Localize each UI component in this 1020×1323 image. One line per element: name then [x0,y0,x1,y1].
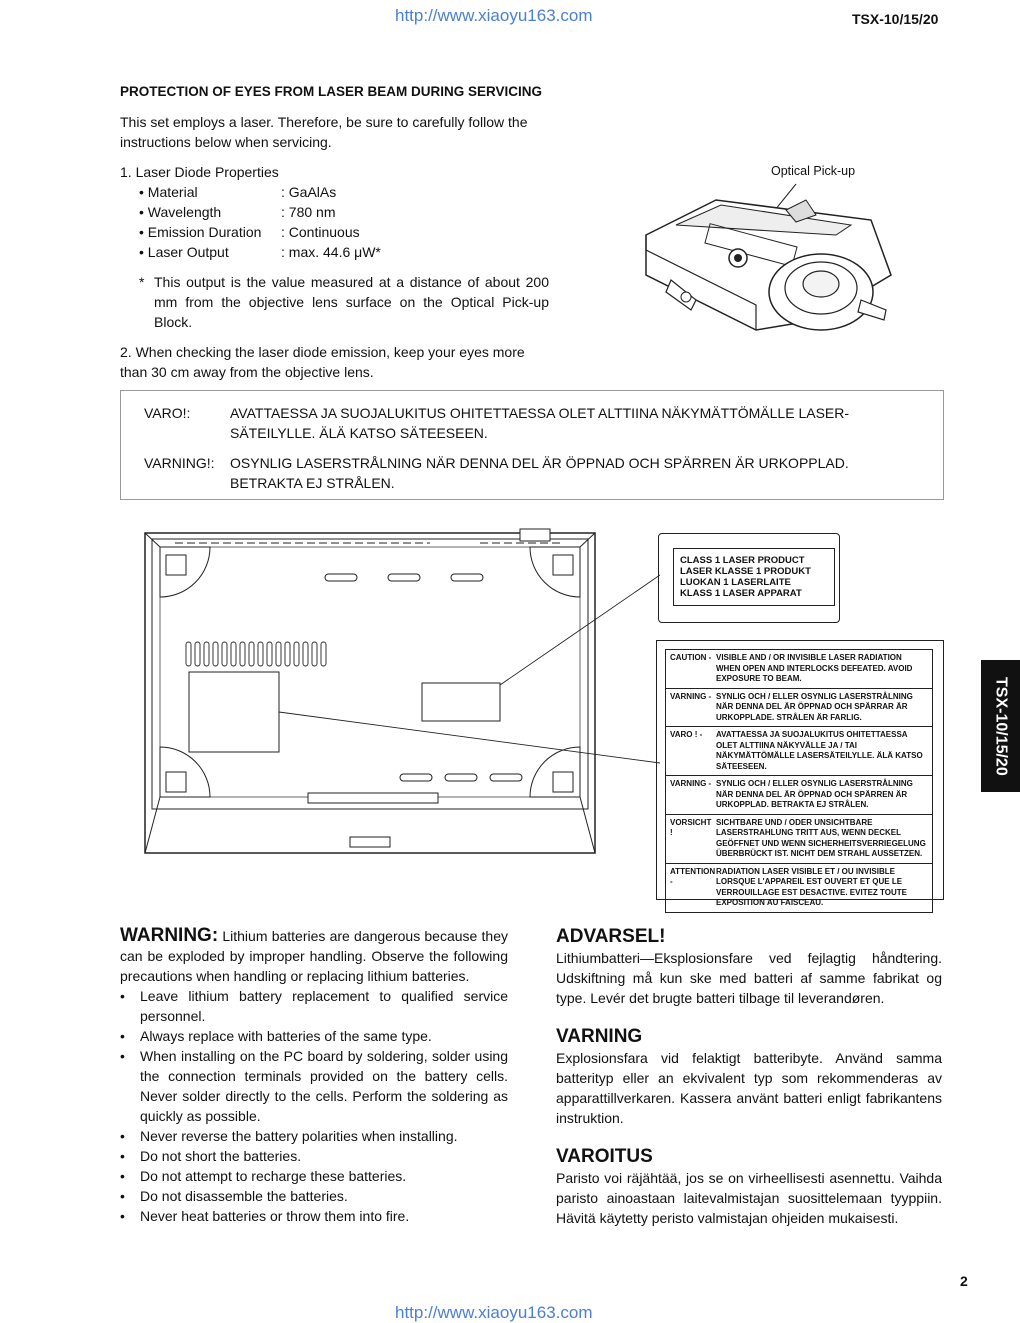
battery-warning [120,926,508,1226]
list-item [120,1126,508,1146]
bullet-text: Do not short the batteries. [140,1148,302,1164]
caution-row [666,650,932,688]
bullet-mark: • [120,1148,125,1164]
caution-row [666,726,932,775]
caution-lang: CAUTION - [670,653,712,662]
caution-row [666,814,932,863]
warning-text: OSYNLIG LASERSTRÅLNING NÄR DENNA DEL ÄR ÖPPNAD OCH SPÄRREN ÄR URKOPPLAD. BETRAKTA EJ STRÅLEN. [230,455,849,491]
property-row [139,242,381,262]
list-item [120,1166,508,1186]
footnote-mark: * [139,274,145,290]
caution-row [666,688,932,727]
advarsel-text: Lithiumbatteri—Eksplosionsfare ved fejlagtig håndtering. Udskiftning må kun ske med batteri af samme fabrikat og type. Levér det brugte batteri tilbage til leverandøren. [556,950,942,1006]
battery-warning-heading: WARNING: [120,925,219,946]
property-value: : max. 44.6 μW* [281,244,381,260]
bullet-text: Do not disassemble the batteries. [140,1188,348,1204]
warning-text: AVATTAESSA JA SUOJALUKITUS OHITETTAESSA OLET ALTTIINA NÄKYMÄTTÖMÄLLE LASER-SÄTEILYLLE. ÄLÄ KATSO SÄTEESEEN. [230,405,850,441]
property-row [139,222,381,242]
bullet-text: When installing on the PC board by soldering, solder using the connection terminals provided on the battery cells. Never solder directly to the cells. Perform the soldering as quickly as possible. [140,1048,508,1124]
caution-text: AVATTAESSA JA SUOJALUKITUS OHITETTAESSA OLET ALTTIINA NÄKYVÄLLE JA / TAI NÄKYMÄTTÖMÄLLE LASERSÄTEILYLLE. ÄLÄ KATSO SÄTEESEEN. [716,730,923,771]
battery-bullet-list [120,986,508,1226]
caution-text: SICHTBARE UND / ODER UNSICHTBARE LASERSTRAHLUNG TRITT AUS, WENN DECKEL GEÖFFNET UND WENN SICHERHEITSVERRIEGELUNG ÜBERBRÜCKT IST. NICHT DEM STRAHL AUSSETZEN. [716,817,926,858]
varoitus-heading: VAROITUS [556,1146,653,1167]
caution-row [666,863,932,912]
property-key: • Laser Output [139,244,229,260]
property-row [139,182,381,202]
bullet-mark: • [120,1188,125,1204]
bullet-mark: • [120,988,125,1004]
section-title: PROTECTION OF EYES FROM LASER BEAM DURING SERVICING [120,84,543,99]
caution-row [666,775,932,814]
bullet-mark: • [120,1128,125,1144]
bullet-mark: • [120,1028,125,1044]
bullet-text: Always replace with batteries of the same type. [140,1028,432,1044]
side-tab: TSX-10/15/20 [981,660,1020,792]
class-label-line: LASER KLASSE 1 PRODUKT [680,566,811,577]
class-label-line: CLASS 1 LASER PRODUCT [680,555,805,566]
varning-text: Explosionsfara vid felaktigt batteribyte. Använd samma batterityp eller an ekvivalent typ som rekommenderas av apparattillverkaren. Kassera använt batteri enligt fabrikantens instruktion. [556,1050,942,1126]
caution-text: RADIATION LASER VISIBLE ET / OU INVISIBLE LORSQUE L'APPAREIL EST OUVERT ET QUE LE VERROUILLAGE EST DESACTIVE. EVITEZ TOUTE EXPOSITION AU FAISCEAU. [716,866,907,907]
caution-text: VISIBLE AND / OR INVISIBLE LASER RADIATION WHEN OPEN AND INTERLOCKS DEFEATED. AVOID EXPOSURE TO BEAM. [716,653,913,683]
property-list [139,182,381,262]
item-2: 2. When checking the laser diode emission, keep your eyes more than 30 cm away from the objective lens. [120,344,525,380]
varoitus-text: Paristo voi räjähtää, jos se on virheellisesti asennettu. Vaihda paristo ainoastaan laitevalmistajan suosittelemaan tyyppiin. Hävitä käytetty peristo valmistajan ohjeiden mukaisesti. [556,1170,942,1226]
class-label [673,548,835,606]
warning-label: VARO!: [144,405,191,421]
list-item [120,1026,508,1046]
bullet-text: Never heat batteries or throw them into fire. [140,1208,410,1224]
class-label-line: LUOKAN 1 LASERLAITE [680,577,791,588]
warning-row-varo [144,403,921,443]
caution-text: SYNLIG OCH / ELLER OSYNLIG LASERSTRÅLNING NÄR DENNA DEL ÄR ÖPPNAD OCH SPÄRREN ÄR URKOPPLAD. BETRAKTA EJ STRÅLEN. [716,779,913,809]
list-item [120,1146,508,1166]
property-row [139,202,381,222]
caution-text: SYNLIG OCH / ELLER OSYNLIG LASERSTRÅLNING NÄR DENNA DEL ÄR ÖPPNAD OCH SPÄRRAR ÄR URKOPPLADE. STRÅLEN ÄR FARLIG. [716,691,913,722]
bullet-text: Never reverse the battery polarities when installing. [140,1128,458,1144]
battery-warning-para [120,926,508,986]
caution-lang: VORSICHT ! [670,817,712,837]
bullet-mark: • [120,1208,125,1224]
class-label-frame [658,533,840,623]
property-value: : GaAlAs [281,184,337,200]
pickup-caption: Optical Pick-up [771,164,856,178]
list-item [120,986,508,1026]
warning-box [120,390,944,500]
varning-section [556,1026,942,1128]
list-item [120,1046,508,1126]
bullet-text: Do not attempt to recharge these batteries. [140,1168,407,1184]
nordic-warnings [556,926,942,1228]
caution-lang: VARNING - [670,691,712,701]
list-item [120,1186,508,1206]
varning-heading: VARNING [556,1026,643,1047]
property-key: • Material [139,184,198,200]
page-number: 2 [960,1273,968,1289]
caution-label [665,649,933,913]
warning-label: VARNING!: [144,455,215,471]
optical-pickup-drawing [636,180,966,350]
advarsel-heading: ADVARSEL! [556,926,666,947]
footnote [139,272,549,332]
caution-lang: ATTENTION - [670,866,716,886]
bullet-text: Leave lithium battery replacement to qualified service personnel. [140,988,508,1024]
bullet-mark: • [120,1168,125,1184]
advarsel-section [556,926,942,1008]
item-1: 1. Laser Diode Properties [120,164,279,180]
footer-url[interactable]: http://www.xiaoyu163.com [395,1303,593,1322]
caution-lang: VARNING - [670,779,712,788]
model-name: TSX-10/15/20 [852,11,939,27]
caution-label-frame [656,640,944,907]
battery-warning-text: Lithium batteries are dangerous because they can be exploded by improper handling. Observe the following precautions when handling or replacing lithium batteries. [120,928,508,984]
varoitus-section [556,1146,942,1228]
warning-row-varning [144,453,921,493]
header-url[interactable]: http://www.xiaoyu163.com [395,6,593,25]
property-key: • Wavelength [139,204,222,220]
caution-lang: VARO ! - [670,730,703,739]
property-value: : Continuous [281,224,360,240]
list-item [120,1206,508,1226]
property-value: : 780 nm [281,204,336,220]
footnote-text: This output is the value measured at a distance of about 200 mm from the objective lens surface on the Optical Pick-up Block. [154,274,549,330]
intro-text: This set employs a laser. Therefore, be sure to carefully follow the instructions below when servicing. [120,114,528,150]
unit-bottom-drawing [140,525,660,860]
bullet-mark: • [120,1048,125,1064]
class-label-line: KLASS 1 LASER APPARAT [680,588,802,599]
property-key: • Emission Duration [139,224,262,240]
